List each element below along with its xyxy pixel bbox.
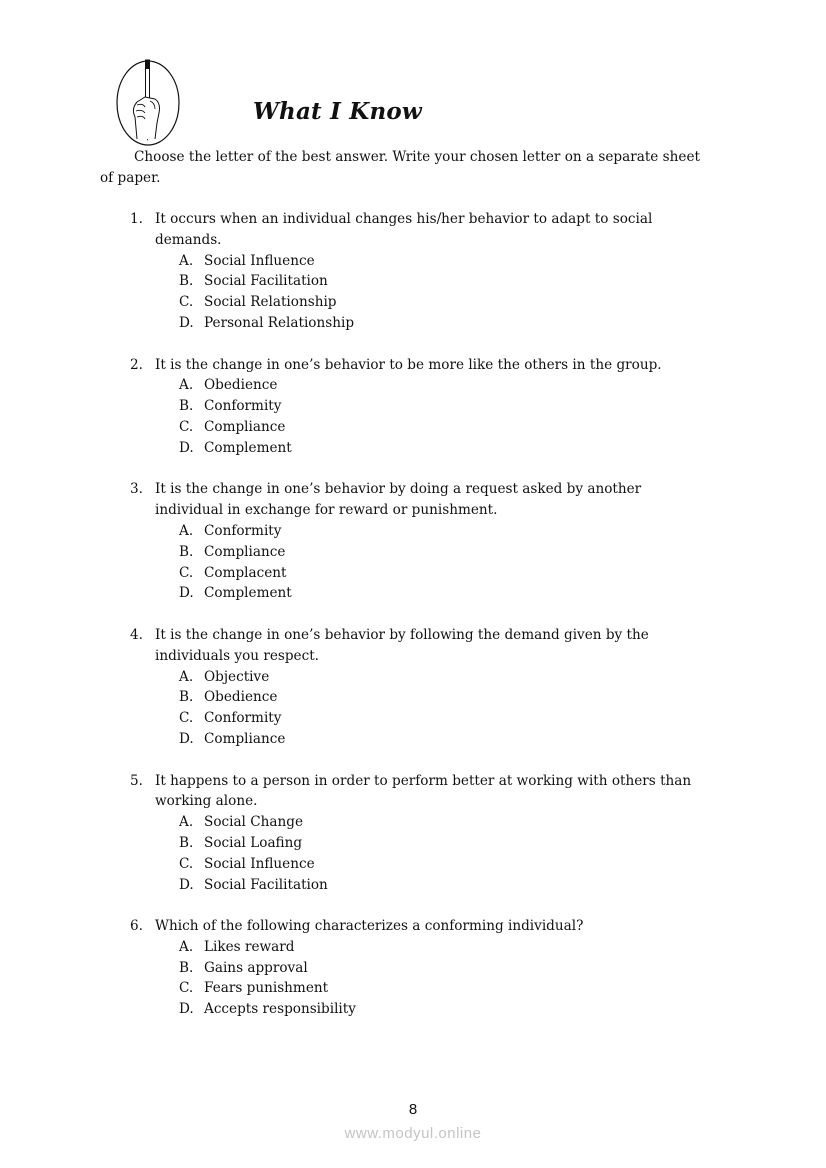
option-text: Social Influence <box>204 855 315 872</box>
answer-option <box>155 937 700 958</box>
option-letter: D. <box>179 585 194 602</box>
option-letter: C. <box>179 294 194 311</box>
answer-option <box>155 958 700 979</box>
option-text: Objective <box>204 668 270 685</box>
option-text: Compliance <box>204 543 286 560</box>
option-text: Obedience <box>204 377 278 394</box>
option-text: Gains approval <box>204 959 308 976</box>
option-text: Personal Relationship <box>204 314 355 331</box>
option-text: Conformity <box>204 398 282 415</box>
answer-option <box>155 396 700 417</box>
question-item <box>130 916 700 1020</box>
question-list <box>130 209 700 1041</box>
option-text: Conformity <box>204 522 282 539</box>
answer-option <box>155 708 700 729</box>
option-text: Compliance <box>204 730 286 747</box>
question-text: Which of the following characterizes a conforming individual? <box>155 918 584 935</box>
option-letter: C. <box>179 980 194 997</box>
option-text: Obedience <box>204 689 278 706</box>
option-letter: A. <box>179 938 194 955</box>
option-text: Complement <box>204 439 292 456</box>
option-letter: C. <box>179 855 194 872</box>
option-text: Complement <box>204 585 292 602</box>
option-text: Accepts responsibility <box>204 1001 356 1018</box>
question-number: 5. <box>130 772 143 789</box>
question-number: 3. <box>130 481 143 498</box>
option-letter: D. <box>179 876 194 893</box>
option-letter: D. <box>179 730 194 747</box>
answer-option <box>155 521 700 542</box>
option-letter: A. <box>179 814 194 831</box>
option-list <box>155 667 700 750</box>
option-letter: B. <box>179 543 194 560</box>
answer-option <box>155 854 700 875</box>
question-number: 1. <box>130 211 143 227</box>
option-letter: A. <box>179 522 194 539</box>
hand-pencil-icon <box>115 57 181 147</box>
option-letter: B. <box>179 689 194 706</box>
question-text: It happens to a person in order to perform better at working with others than working alone. <box>155 772 692 810</box>
option-list <box>155 375 700 458</box>
answer-option <box>155 375 700 396</box>
option-list <box>155 937 700 1020</box>
answer-option <box>155 583 700 604</box>
page-title: What I Know <box>253 98 422 125</box>
option-text: Social Relationship <box>204 294 337 311</box>
option-letter: C. <box>179 710 194 727</box>
watermark: www.modyul.online <box>344 1125 482 1142</box>
option-letter: C. <box>179 564 194 581</box>
option-text: Social Facilitation <box>204 876 328 893</box>
answer-option <box>155 978 700 999</box>
question-number: 2. <box>130 356 143 373</box>
question-text: It is the change in one’s behavior by doing a request asked by another individual in exchange for reward or punishment. <box>155 481 642 519</box>
question-item <box>130 771 700 896</box>
option-list <box>155 812 700 895</box>
page-number: 8 <box>408 1101 418 1118</box>
answer-option <box>155 313 700 334</box>
question-number: 6. <box>130 918 143 935</box>
option-letter: B. <box>179 398 194 415</box>
option-letter: B. <box>179 834 194 851</box>
answer-option <box>155 687 700 708</box>
option-text: Social Loafing <box>204 834 303 851</box>
option-text: Compliance <box>204 418 286 435</box>
option-letter: D. <box>179 314 194 331</box>
answer-option <box>155 438 700 459</box>
answer-option <box>155 999 700 1020</box>
option-letter: D. <box>179 439 194 456</box>
question-text: It occurs when an individual changes his/her behavior to adapt to social demands. <box>155 211 653 248</box>
question-item <box>130 479 700 604</box>
answer-option <box>155 271 700 292</box>
option-text: Social Facilitation <box>204 273 328 290</box>
answer-option <box>155 292 700 313</box>
option-text: Fears punishment <box>204 980 329 997</box>
option-list <box>155 521 700 604</box>
question-item <box>130 209 700 334</box>
answer-option <box>155 812 700 833</box>
answer-option <box>155 542 700 563</box>
option-text: Complacent <box>204 564 287 581</box>
option-letter: B. <box>179 273 194 290</box>
question-number: 4. <box>130 626 143 643</box>
option-letter: C. <box>179 418 194 435</box>
instructions: Choose the letter of the best answer. Write your chosen letter on a separate sheet of paper. <box>100 149 700 186</box>
answer-option <box>155 833 700 854</box>
option-letter: A. <box>179 668 194 685</box>
option-list <box>155 251 700 334</box>
answer-option <box>155 563 700 584</box>
option-text: Social Influence <box>204 252 315 269</box>
question-text: It is the change in one’s behavior by following the demand given by the individuals you respect. <box>155 626 649 664</box>
question-item <box>130 625 700 750</box>
option-letter: D. <box>179 1001 194 1018</box>
answer-option <box>155 251 700 272</box>
option-text: Social Change <box>204 814 303 831</box>
question-text: It is the change in one’s behavior to be more like the others in the group. <box>155 356 662 373</box>
option-text: Conformity <box>204 710 282 727</box>
question-item <box>130 355 700 459</box>
option-letter: A. <box>179 377 194 394</box>
option-letter: B. <box>179 959 194 976</box>
answer-option <box>155 875 700 896</box>
option-letter: A. <box>179 252 194 269</box>
answer-option <box>155 417 700 438</box>
option-text: Likes reward <box>204 938 295 955</box>
answer-option <box>155 667 700 688</box>
answer-option <box>155 729 700 750</box>
